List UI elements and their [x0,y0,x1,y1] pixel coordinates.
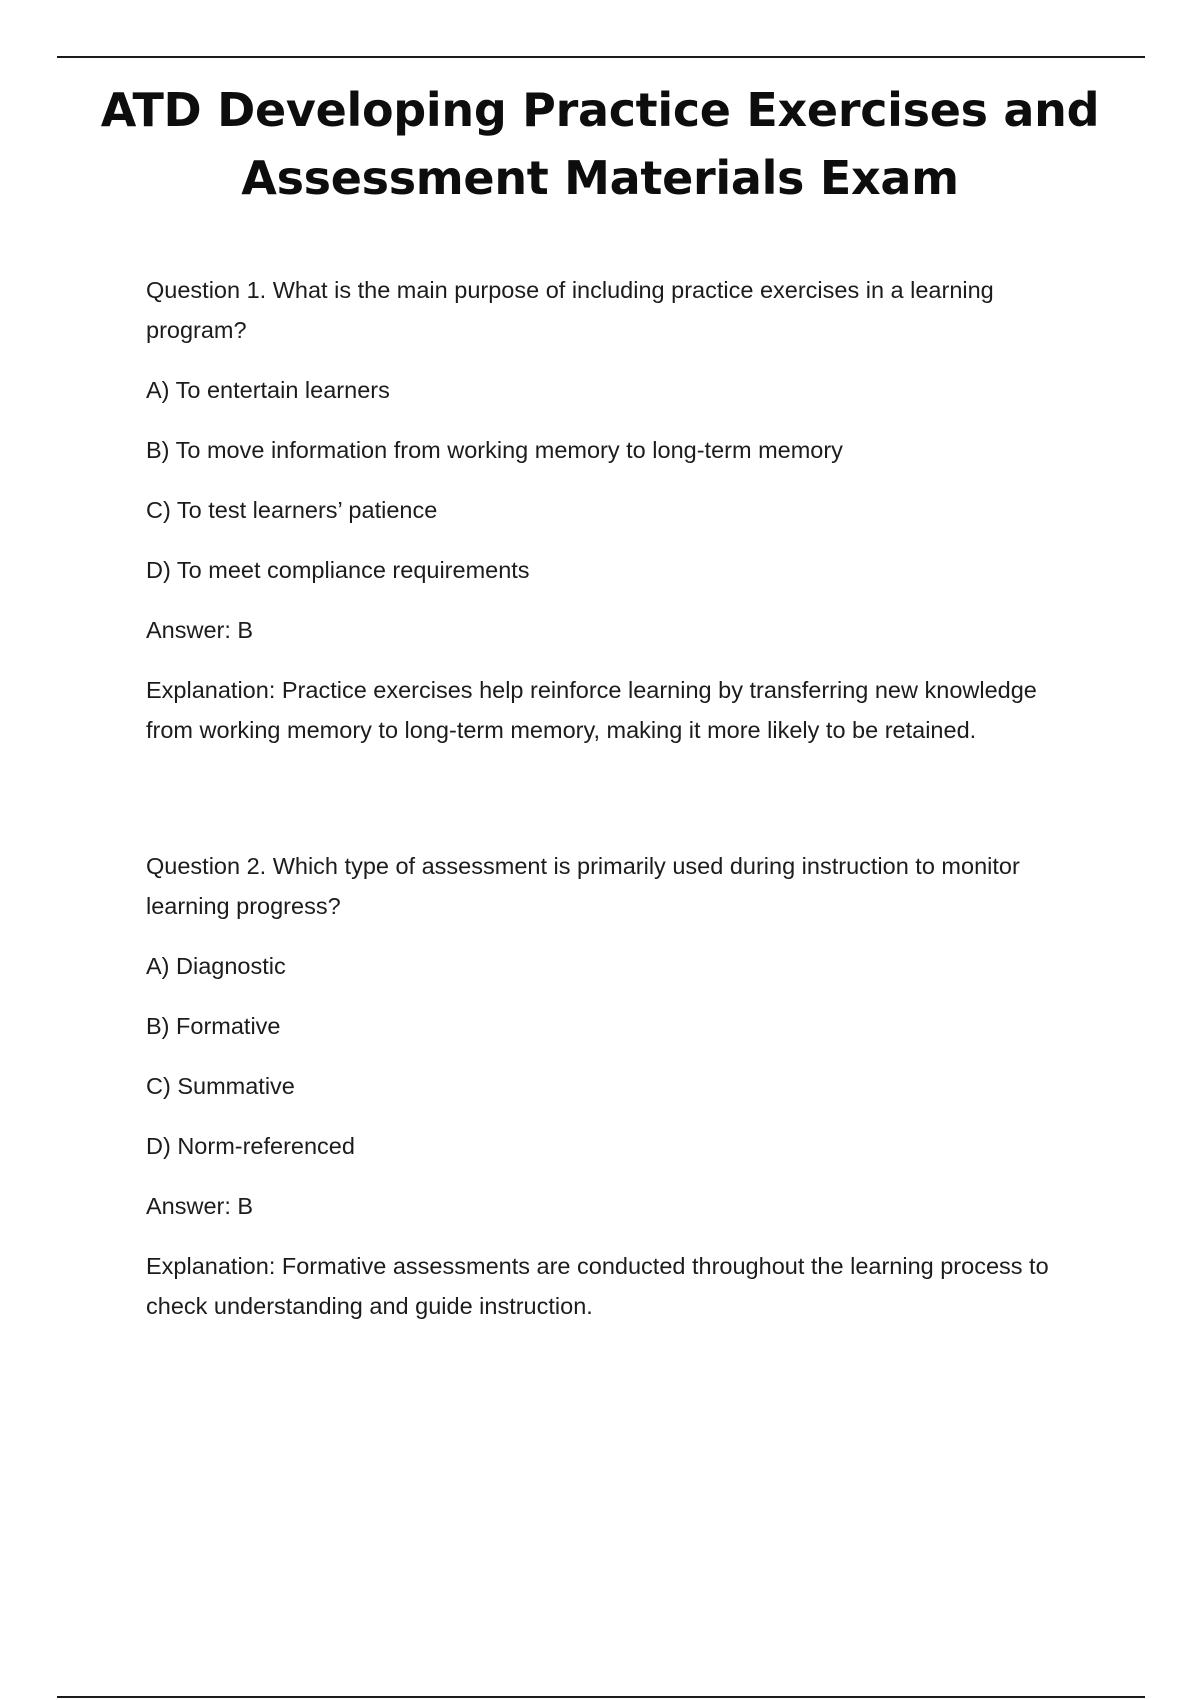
question-2-option-a: A) Diagnostic [146,953,286,979]
bottom-rule [57,1696,1145,1698]
question-2-options [146,946,1086,1166]
question-1-options [146,370,1086,590]
question-1-option-b: B) To move information from working memory to long-term memory [146,437,843,463]
question-1-option-c: C) To test learners’ patience [146,497,438,523]
question-1-text: Question 1. What is the main purpose of including practice exercises in a learning program? [146,277,994,343]
question-1-option-d: D) To meet compliance requirements [146,557,530,583]
question-1-explanation: Explanation: Practice exercises help reinforce learning by transferring new knowledge from working memory to long-term memory, making it more likely to be retained. [146,677,1037,743]
question-2 [146,846,1086,1326]
question-1-option-a: A) To entertain learners [146,377,390,403]
question-2-text: Question 2. Which type of assessment is primarily used during instruction to monitor learning progress? [146,853,1020,919]
document-body [146,270,1086,1326]
question-2-option-c: C) Summative [146,1073,295,1099]
question-2-explanation: Explanation: Formative assessments are conducted throughout the learning process to check understanding and guide instruction. [146,1253,1049,1319]
question-1 [146,270,1086,750]
question-2-option-d: D) Norm-referenced [146,1133,355,1159]
question-2-option-b: B) Formative [146,1013,281,1039]
page-title: ATD Developing Practice Exercises and Assessment Materials Exam [100,83,1100,205]
question-1-answer: Answer: B [146,617,254,643]
top-rule [57,56,1145,58]
question-2-answer: Answer: B [146,1193,254,1219]
